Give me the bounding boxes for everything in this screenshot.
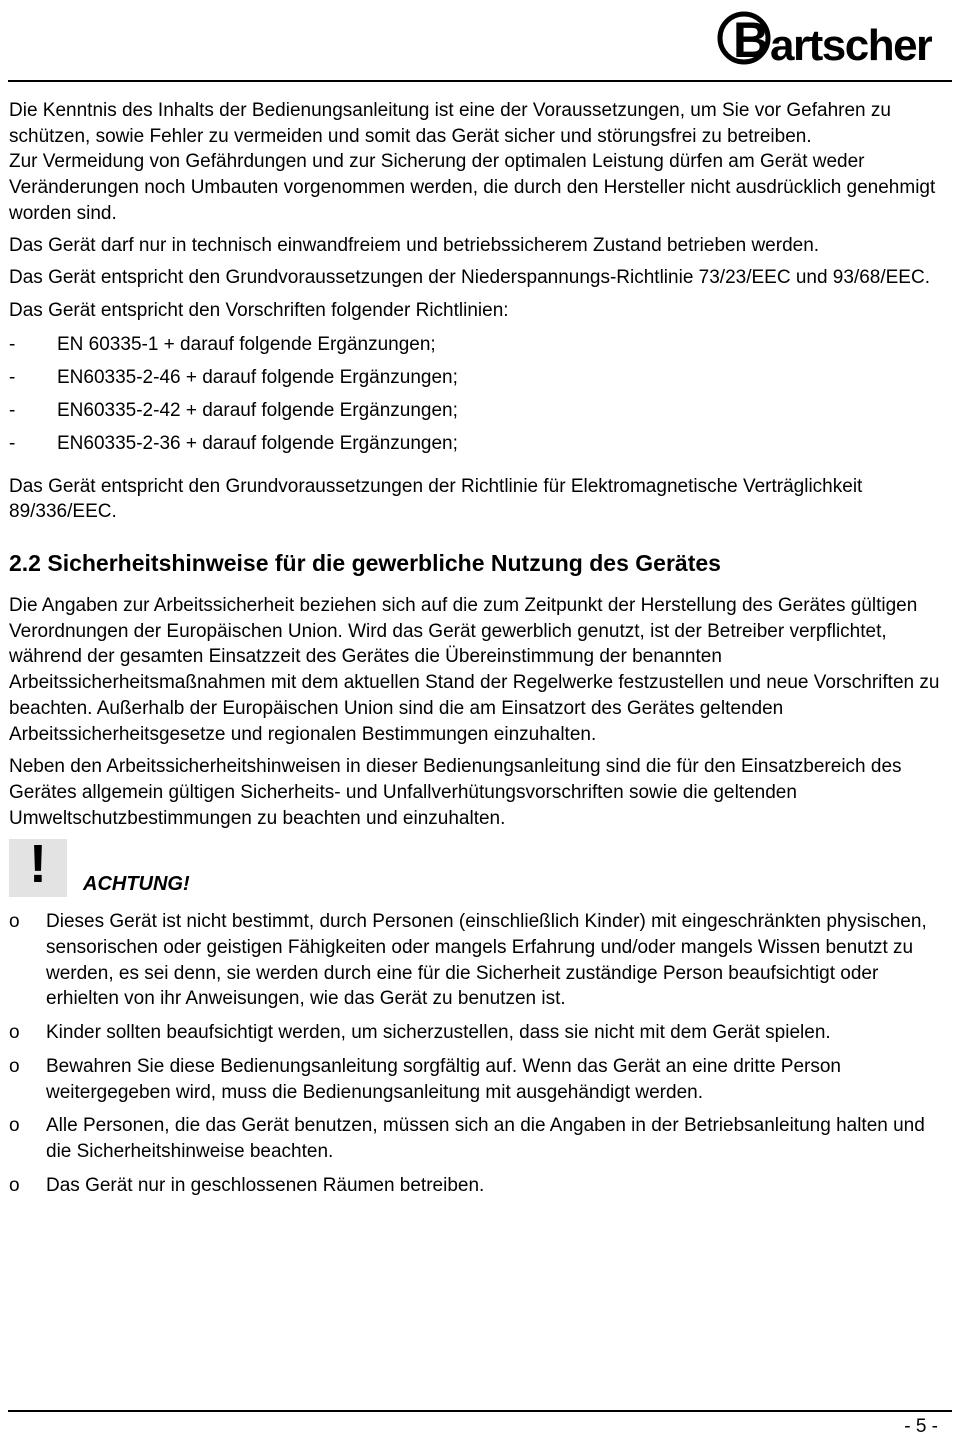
warning-text: Das Gerät nur in geschlossenen Räumen betreiben. (46, 1174, 485, 1196)
list-item (9, 909, 954, 1012)
standard-text: EN60335-2-46 + darauf folgende Ergänzungen; (57, 366, 458, 388)
list-dash: - (9, 366, 16, 388)
warning-text: Alle Personen, die das Gerät benutzen, müssen sich an die Angaben in der Betriebsanleitung halten und die Sicherheitshinweise beachten. (46, 1115, 925, 1162)
exclamation-symbol: ! (29, 834, 47, 895)
bullet-marker: o (9, 1174, 20, 1196)
section-heading: 2.2 Sicherheitshinweise für die gewerbliche Nutzung des Gerätes (9, 550, 721, 577)
bullet-marker: o (9, 1055, 20, 1077)
intro-paragraph-4: Das Gerät entspricht den Grundvoraussetzungen der Niederspannungs-Richtlinie 73/23/EEC und 93/68/EEC. (9, 267, 930, 289)
svg-text:B: B (733, 12, 770, 68)
warning-header (9, 834, 954, 897)
intro-paragraph-3: Das Gerät darf nur in technisch einwandfreiem und betriebssicherem Zustand betrieben werden. (9, 234, 820, 256)
list-item (9, 1054, 954, 1105)
intro-paragraph-5: Das Gerät entspricht den Vorschriften folgender Richtlinien: (9, 299, 509, 321)
svg-text:artscher: artscher (770, 21, 932, 70)
list-item (9, 431, 954, 464)
warning-list (9, 909, 954, 1198)
list-dash: - (9, 333, 16, 355)
warning-text: Dieses Gerät ist nicht bestimmt, durch Personen (einschließlich Kinder) mit eingeschränkten physischen, sensorischen oder geistigen Fähigkeiten oder mangels Erfahrung und/oder mangels Wissen benutzt zu werden, es sei denn, sie werden durch eine für die Sicherheit zuständige Person beaufsichtigt oder erhielten von ihr Anweisungen, wie das Gerät zu benutzen ist. (46, 911, 927, 1010)
list-item (9, 398, 954, 431)
list-item (9, 1113, 954, 1164)
bartscher-logo (716, 2, 932, 72)
list-item (9, 365, 954, 398)
warning-text: Bewahren Sie diese Bedienungsanleitung sorgfältig auf. Wenn das Gerät an eine dritte Person weitergegeben wird, muss die Bedienungsanleitung mit ausgehändigt werden. (46, 1055, 841, 1103)
standards-list (9, 332, 954, 464)
header-rule (8, 80, 952, 82)
bullet-marker: o (9, 911, 20, 933)
standard-text: EN60335-2-42 + darauf folgende Ergänzungen; (57, 399, 458, 421)
bullet-marker: o (9, 1115, 20, 1137)
list-item (9, 1020, 954, 1046)
standard-text: EN60335-2-36 + darauf folgende Ergänzungen; (57, 432, 458, 454)
page-number: - 5 - (904, 1416, 938, 1437)
warning-text: Kinder sollten beaufsichtigt werden, um sicherzustellen, dass sie nicht mit dem Gerät spielen. (46, 1022, 831, 1044)
bullet-marker: o (9, 1022, 20, 1044)
list-dash: - (9, 399, 16, 421)
list-item (9, 1173, 954, 1199)
warning-title: ACHTUNG! (83, 873, 190, 896)
page-content (9, 98, 954, 1206)
list-dash: - (9, 432, 16, 454)
section-paragraph-2: Neben den Arbeitssicherheitshinweisen in dieser Bedienungsanleitung sind die für den Einsatzbereich des Gerätes allgemein gültigen Sicherheits- und Unfallverhütungsvorschriften sowie die geltenden Umweltschutzbestimmungen zu beachten und einzuhalten. (9, 756, 902, 829)
section-paragraph-1: Die Angaben zur Arbeitssicherheit beziehen sich auf die zum Zeitpunkt der Herstellung des Gerätes gültigen Verordnungen der Europäischen Union. Wird das Gerät gewerblich genutzt, ist der Betreiber verpflichtet, während der gesamten Einsatzzeit des Gerätes die Übereinstimmung der benannten Arbeitssicherheitsmaßnahmen mit dem aktuellen Stand der Regelwerke festzustellen und neue Vorschriften zu beachten. Außerhalb der Europäischen Union sind die am Einsatzort des Gerätes geltenden Arbeitssicherheitsgesetze und regionalen Bestimmungen einzuhalten. (9, 595, 940, 745)
list-item (9, 332, 954, 365)
intro-paragraph-1: Die Kenntnis des Inhalts der Bedienungsanleitung ist eine der Voraussetzungen, um Sie vor Gefahren zu schützen, sowie Fehler zu vermeiden und somit das Gerät sicher und störungsfrei zu betreiben. (9, 100, 891, 147)
standard-text: EN 60335-1 + darauf folgende Ergänzungen; (57, 333, 436, 355)
emc-paragraph: Das Gerät entspricht den Grundvoraussetzungen der Richtlinie für Elektromagnetische Verträglichkeit 89/336/EEC. (9, 475, 863, 523)
footer-rule (8, 1410, 952, 1412)
intro-paragraph-2: Zur Vermeidung von Gefährdungen und zur Sicherung der optimalen Leistung dürfen am Gerät weder Veränderungen noch Umbauten vorgenommen werden, die durch den Hersteller nicht ausdrücklich genehmigt worden sind. (9, 151, 936, 224)
exclamation-icon (9, 834, 67, 897)
